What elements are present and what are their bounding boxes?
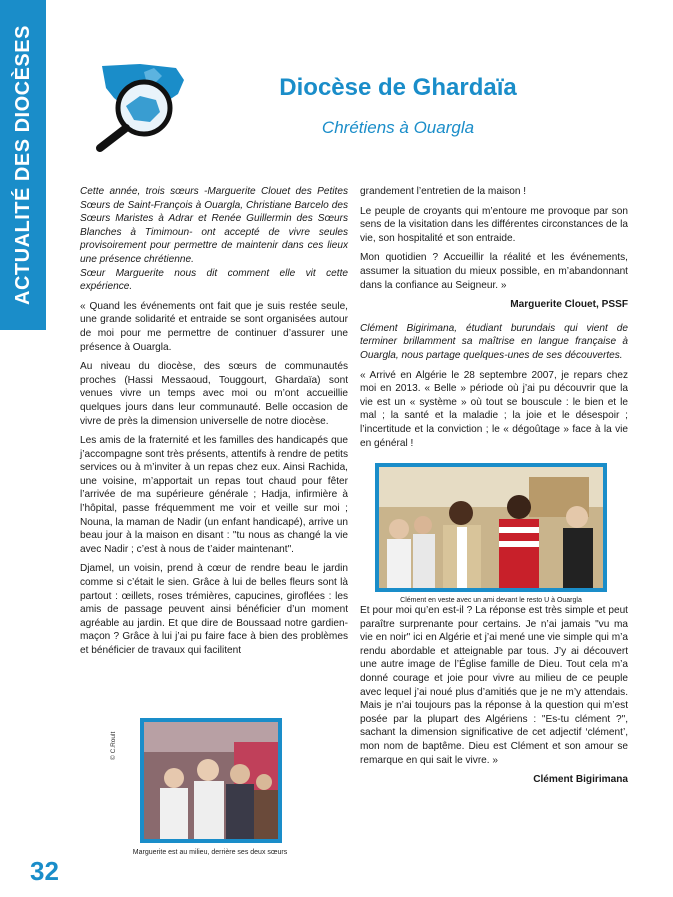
section-label: ACTUALITÉ DES DIOCÈSES	[12, 25, 34, 305]
body-paragraph: Djamel, un voisin, prend à cœur de rendre beau le jardin comme si c’était le sien. Grâce à lui de belles fleurs sont là partout : œillets, roses trémières, capucines, giroflées : les amis de passage peuvent ainsi bénéficier d’un moment agréable au jardin. Et que dire de Boussaad notre gardien-maçon ? Grâce à lui j’ai pu faire face à bien des problèmes et bénéficier de travaux qui facilitent	[80, 563, 348, 656]
intro-paragraph: Cette année, trois sœurs -Marguerite Clouet des Petites Sœurs de Saint-François à Ouargla, Christiane Barcelo des Sœurs Maristes à Adrar et Renée Guillermin des Sœurs Blanches à Timimoun- ont accepté de vivre seules provisoirement pour permettre de maintenir dans ces lieux une présence chrétienne.	[80, 186, 348, 265]
page-subtitle: Chrétiens à Ouargla	[321, 118, 475, 137]
body-paragraph: Le peuple de croyants qui m’entoure me provoque par son sens de la visitation dans les différentes circonstances de la vie, son hospitalité et son entraide.	[360, 205, 628, 244]
magnifier-over-map-icon	[80, 58, 220, 156]
body-paragraph: Les amis de la fraternité et les familles des handicapés que j’accompagne sont très présents, attentifs à rendre de petits services ou à m’inviter à un repas chez eux. Ainsi Rachida, une voisine, m’apportait un repas tout chaud pour fêter l’arrivée de ma supérieure générale ; Hadja, infirmière à l’hôpital, passe fréquemment me voir et veille sur moi ; Nouna, la maman de Nadir (un enfant handicapé), arrive un beau jour à la maison en disant : "tu nous as changé la vie avec Nadir ; c’est à nous de t’aider maintenant".	[80, 435, 348, 555]
signature-marguerite: Marguerite Clouet, PSSF	[510, 299, 628, 311]
body-paragraph: Mon quotidien ? Accueillir la réalité et les événements, assumer la situation du mieux possible, en m’abandonnant dans la confiance au Seigneur. »	[360, 252, 628, 291]
body-paragraph: « Arrivé en Algérie le 28 septembre 2007, je repars chez moi en 2013. « Belle » période où j’ai pu découvrir que la vie est un « système » où tout se bouscule : le bien et le mal ; la santé et la maladie ; la joie et le désespoir ; l’incertitude et la conviction ; le « dégoûtage » face à la vie en général !	[360, 369, 628, 449]
body-paragraph: grandement l’entretien de la maison !	[360, 186, 527, 197]
body-paragraph: Au niveau du diocèse, des sœurs de communautés proches (Hassi Messaoud, Touggourt, Ghardaïa) sont venues vivre un temps avec moi ou m’ont accueillie quelques jours dans leur communauté. Belle occasion de vivre de près la dimension universelle de notre diocèse.	[80, 361, 348, 427]
body-paragraph: Et pour moi qu’en est-il ? La réponse est très simple et peut paraître surprenante pour certains. Je n’ai jamais "vu ma vie en noir" ici en Algérie et j’ai mené une vie simple qui m’a rendu abordable et atteignable par tous. J’y ai découvert une autre image de l’Église famille de Dieu. Tout cela m’a donné courage et joie pour vivre au milieu de ce peuple avec lequel j’ai noué plus d’amitiés que je ne m’y attendais. Mais je n’ai toujours pas la réponse à la question qui m’est posée par la plupart des Algériens : "Es-tu clément ?", sachant la dimension significative de cet adjectif ‘clément’, mon nom de baptême. Dieu est Clément et son amour se remarque en qui sait le vivre. »	[360, 605, 628, 766]
photo-caption: Marguerite est au milieu, derrière ses deux sœurs	[132, 849, 288, 856]
section-sidebar	[0, 0, 46, 330]
left-column	[80, 185, 348, 664]
intro-clement: Clément Bigirimana, étudiant burundais qui vient de terminer brillamment sa maîtrise en langue française à Ouargla, nous partage quelques-unes de ses découvertes.	[360, 322, 628, 361]
photo-clement	[375, 463, 607, 592]
page-title: Diocèse de Ghardaïa	[279, 74, 517, 101]
intro-paragraph-2: Sœur Marguerite nous dit comment elle vit cette expérience.	[80, 267, 348, 293]
body-paragraph: « Quand les événements ont fait que je suis restée seule, une grande solidarité et entraide se sont organisées autour de moi pour me permettre de continuer d’assurer une présence à Ouargla.	[80, 300, 348, 353]
photo-caption: Clément en veste avec un ami devant le resto U à Ouargla	[400, 597, 582, 604]
photo-credit: © C.Roult	[110, 731, 117, 760]
photo-marguerite	[140, 718, 282, 843]
page-number: 32	[30, 856, 59, 886]
signature-clement: Clément Bigirimana	[533, 774, 628, 786]
